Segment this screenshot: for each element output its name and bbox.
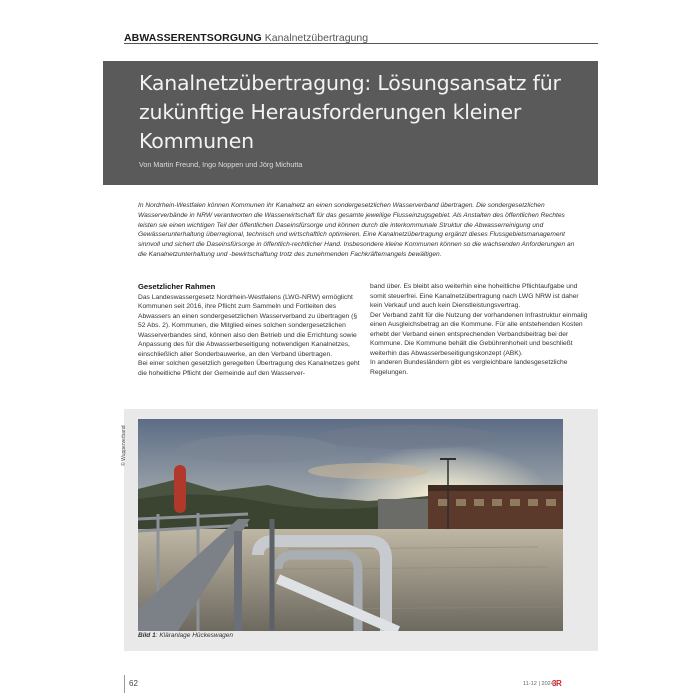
authors-byline: Von Martin Freund, Ingo Noppen und Jörg Michutta [139, 160, 303, 169]
photo-illustration [138, 419, 563, 631]
rubric-label: ABWASSERENTSORGUNG [124, 32, 262, 44]
title-line-1: Kanalnetzübertragung: Lösungsansatz für [139, 71, 561, 95]
figure-caption [138, 632, 233, 639]
caption-text: : Kläranlage Hückeswagen [155, 632, 234, 639]
magazine-logo: 3R [552, 679, 562, 688]
lead-paragraph: In Nordrhein-Westfalen können Kommunen ihr Kanalnetz an einen sondergesetzlichen Wasserverband übertragen. Die sondergesetzlichen Wasserverbände in NRW verantworten die Wasserwirtschaft für das gesamte jeweilige Flusseinzugsgebiet. Als Anstalten des öffentlichen Rechtes leisten sie einen wichtigen Teil der öffentlichen Daseinsfürsorge und können durch die interkommunale Struktur die Abwasserreinigung und Gewässerunterhaltung überregional, technisch und wirtschaftlich optimieren. Eine Kanalnetzübertragung ergänzt dieses Flussgebietsmanagement sinnvoll und sichert die Daseinsfürsorge in öffentlich-rechtlicher Hand. Insbesondere kleine Kommunen können so die wachsenden Anforderungen an die Kanalnetzunterhaltung und -bewirtschaftung trotz des zunehmenden Fachkräftemangels bewältigen. [138, 202, 575, 258]
page-number: 62 [129, 679, 138, 688]
article-title [139, 69, 584, 156]
title-banner [103, 61, 598, 185]
body-text-left: Das Landeswassergesetz Nordrhein-Westfalens (LWG-NRW) ermöglicht Kommunen seit 2016, ihre Pflicht zum Sammeln und Fortleiten des Abwassers an einen sondergesetzlichen Wasserverband zu übertragen (§ 52 Abs. 2). Kommunen, die Mitglied eines solchen sondergesetzlichen Wasserverbandes sind, können also den Betrieb und die Errichtung sowie Anpassung des für die Abwasserbeseitigung notwendigen Kanalnetzes, einschließlich aller Sonderbauwerke, an den Verband übertragen. Bei einer solchen gesetzlich geregelten Übertragung des Kanalnetzes geht die hoheitliche Pflicht der Gemeinde auf den Wasserver- [138, 293, 360, 377]
rubric-subtitle: Kanalnetzübertragung [264, 32, 369, 44]
body-text-right: band über. Es bleibt also weiterhin eine hoheitliche Pflichtaufgabe und somit steuerfrei. Eine Kanalnetzübertragung nach LWG NRW ist daher kein Verkauf und auch kein Dienstleistungsvertrag. Der Verband zahlt für die Nutzung der vorhandenen Infrastruktur einmalig einen Ausgleichsbetrag an die Kommune. Für alle entstehenden Kosten erhebt der Verband einen entsprechenden Verbandsbeitrag bei der Kommune. Die Kommune behält die Gebührenhoheit und beschließt weiterhin das Abwasserbeseitigungskonzept (ABK). In anderen Bundesländern gibt es vergleichbare landesgesetzliche Regelungen. [370, 283, 588, 376]
photo-sewage-plant [138, 419, 563, 631]
text-column-left [138, 282, 360, 378]
caption-label: Bild 1 [138, 632, 156, 639]
text-column-right [370, 282, 592, 377]
photo-credit: © Wupperverband [121, 425, 127, 466]
issue-label: 11-12 | 2024 [523, 681, 554, 687]
section-header [124, 28, 598, 44]
section-heading: Gesetzlicher Rahmen [138, 282, 216, 291]
title-line-2: zukünftige Herausforderungen kleiner [139, 100, 522, 124]
title-line-3: Kommunen [139, 129, 254, 153]
footer-divider [124, 675, 125, 693]
